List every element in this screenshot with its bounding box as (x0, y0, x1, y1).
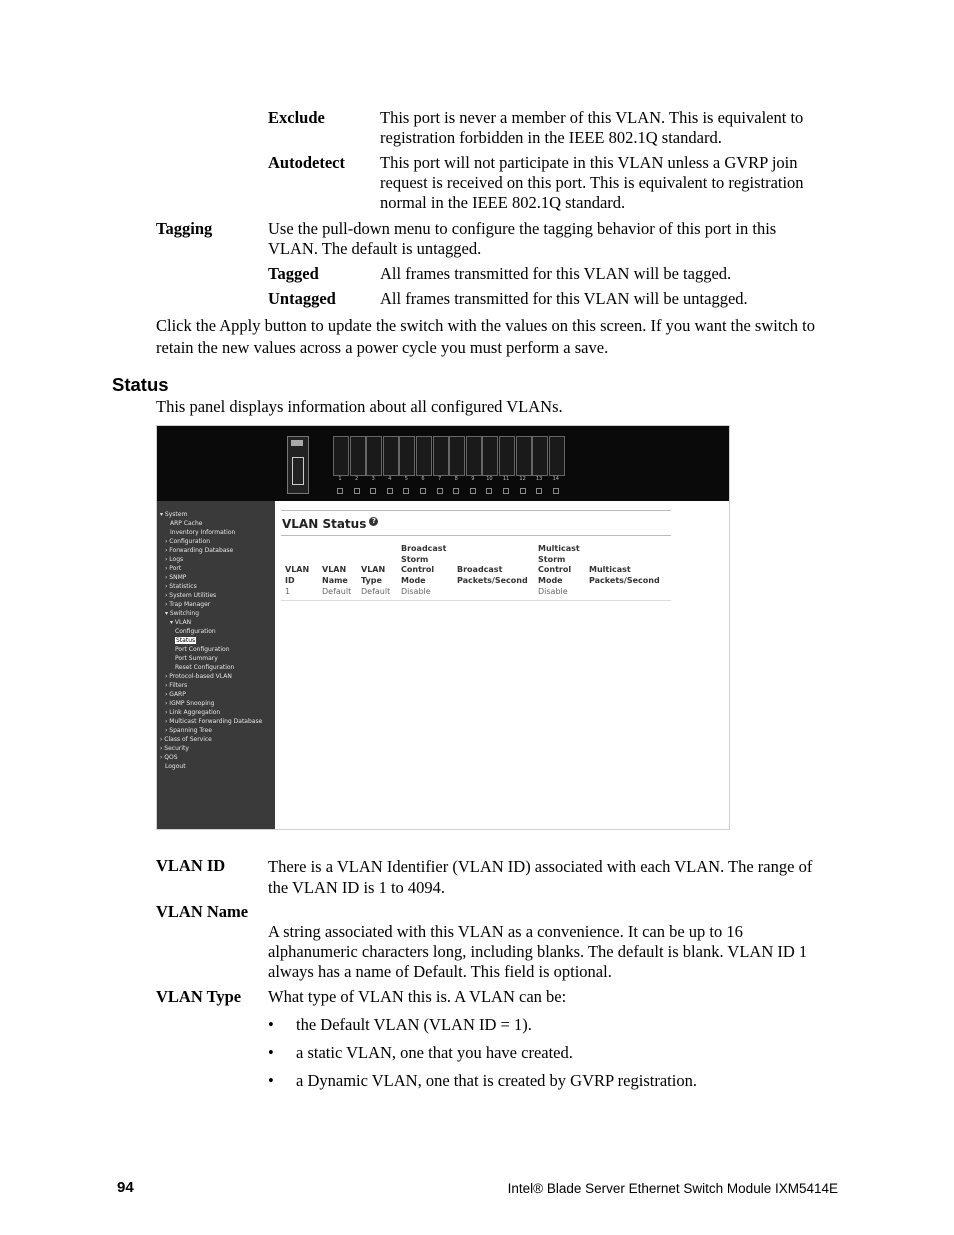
nav-item[interactable]: › Forwarding Database (165, 547, 234, 554)
column-header: VLAN Type (361, 565, 386, 585)
column-header: Multicast Packets/Second (589, 565, 660, 585)
column-header: VLAN ID (285, 565, 310, 585)
port-number: 13 (536, 476, 543, 482)
term-tagged: Tagged (268, 264, 319, 283)
nav-item[interactable]: Inventory Information (170, 529, 236, 536)
nav-item[interactable]: ▾ Switching (165, 610, 200, 617)
section-intro: This panel displays information about all configured VLANs. (156, 397, 563, 416)
nav-item[interactable]: › Class of Service (160, 736, 212, 743)
nav-item[interactable]: Port Configuration (175, 646, 230, 653)
apply-paragraph (156, 315, 815, 358)
tagging-desc (268, 219, 776, 259)
vlan-name-line-2: alphanumeric characters long, including blanks. The default is blank. VLAN ID 1 (268, 942, 808, 961)
nav-item[interactable]: ▾ VLAN (170, 619, 192, 626)
port-number: 9 (471, 476, 475, 482)
switch-port-icon (449, 436, 465, 476)
bullet-marker: • (268, 1071, 274, 1090)
term-untagged: Untagged (268, 289, 336, 308)
term-vlan-name: VLAN Name (156, 902, 249, 921)
apply-line-2: retain the new values across a power cycle you must perform a save. (156, 337, 609, 357)
switch-port-icon (433, 436, 449, 476)
port-led-icon (553, 488, 559, 494)
vlan-status-screenshot (156, 425, 730, 830)
nav-item[interactable]: Port Summary (175, 655, 218, 662)
port-number: 12 (519, 476, 526, 482)
bullet-item: the Default VLAN (VLAN ID = 1). (296, 1015, 532, 1034)
nav-item[interactable]: ▾ System (160, 511, 188, 518)
column-header: Multicast Storm Control Mode (538, 544, 580, 585)
switch-module-icon (287, 436, 309, 494)
port-led-icon (370, 488, 376, 494)
table-cell: Disable (401, 587, 431, 596)
bullet-marker: • (268, 1015, 274, 1034)
exclude-line-2: registration forbidden in the IEEE 802.1Q standard. (380, 128, 722, 147)
vlan-id-line-1: There is a VLAN Identifier (VLAN ID) associated with each VLAN. The range of (268, 857, 813, 876)
page-number: 94 (117, 1179, 134, 1196)
switch-port-icon (399, 436, 415, 476)
nav-item[interactable]: › Logs (165, 556, 184, 563)
bullet-item: a Dynamic VLAN, one that is created by GVRP registration. (296, 1071, 697, 1090)
panel-title (282, 517, 378, 531)
port-number: 11 (502, 476, 510, 482)
row-divider (281, 600, 671, 601)
tagged-desc: All frames transmitted for this VLAN will be tagged. (380, 264, 732, 283)
port-number: 3 (371, 476, 375, 482)
switch-port-icon (350, 436, 366, 476)
port-led-icon (337, 488, 343, 494)
port-led-icon (387, 488, 393, 494)
port-number: 7 (438, 476, 442, 482)
nav-item[interactable]: › Trap Manager (165, 601, 211, 608)
switch-faceplate-header (157, 426, 730, 501)
autodetect-desc (380, 153, 804, 213)
port-number: 8 (454, 476, 458, 482)
switch-port-icon (482, 436, 498, 476)
port-led-icon (420, 488, 426, 494)
tagging-line-2: VLAN. The default is untagged. (268, 239, 482, 258)
table-cell: Default (361, 587, 391, 596)
port-number: 14 (552, 476, 559, 482)
term-vlan-type: VLAN Type (156, 987, 242, 1006)
nav-item[interactable]: › Configuration (165, 538, 210, 545)
column-header: Broadcast Storm Control Mode (401, 544, 447, 585)
nav-item[interactable]: Logout (165, 763, 186, 770)
table-cell: Default (322, 587, 352, 596)
port-led-icon (403, 488, 409, 494)
vlan-status-panel (275, 501, 730, 830)
exclude-line-1: This port is never a member of this VLAN. This is equivalent to (380, 108, 804, 127)
nav-item[interactable]: ARP Cache (170, 520, 203, 527)
bullet-marker: • (268, 1043, 274, 1062)
column-header: VLAN Name (322, 565, 348, 585)
vlan-name-line-3: always has a name of Default. This field is optional. (268, 962, 612, 981)
port-led-icon (453, 488, 459, 494)
switch-port-icon (383, 436, 399, 476)
tagging-line-1: Use the pull-down menu to configure the tagging behavior of this port in this (268, 219, 777, 238)
port-led-icon (520, 488, 526, 494)
vlan-type-desc: What type of VLAN this is. A VLAN can be: (268, 987, 567, 1006)
port-number: 6 (421, 476, 425, 482)
autodetect-line-3: normal in the IEEE 802.1Q standard. (380, 193, 626, 212)
switch-port-icon (366, 436, 382, 476)
port-led-icon (536, 488, 542, 494)
nav-item[interactable]: › IGMP Snooping (165, 700, 215, 707)
term-exclude: Exclude (268, 108, 325, 127)
port-number: 5 (404, 476, 408, 482)
footer-title: Intel® Blade Server Ethernet Switch Module IXM5414E (507, 1181, 838, 1196)
nav-tree (157, 501, 275, 830)
nav-item[interactable]: › Security (160, 745, 189, 752)
exclude-desc (380, 108, 803, 148)
switch-port-icon (516, 436, 532, 476)
section-heading: Status (112, 374, 169, 395)
nav-item[interactable]: › Filters (165, 682, 188, 689)
nav-item[interactable]: Status (176, 637, 196, 644)
vlan-id-line-2: the VLAN ID is 1 to 4094. (268, 878, 446, 897)
nav-item[interactable]: Configuration (175, 628, 216, 635)
switch-port-icon (549, 436, 565, 476)
port-number: 10 (486, 476, 493, 482)
nav-item[interactable]: › Spanning Tree (165, 727, 212, 734)
port-led-icon (503, 488, 509, 494)
untagged-desc: All frames transmitted for this VLAN will be untagged. (380, 289, 748, 308)
table-cell: Disable (538, 587, 568, 596)
panel-title-text: VLAN Status (282, 517, 367, 531)
bullet-item: a static VLAN, one that you have created. (296, 1043, 573, 1062)
port-led-icon (354, 488, 360, 494)
switch-port-icon (333, 436, 349, 476)
term-vlan-id: VLAN ID (156, 856, 226, 875)
nav-item[interactable]: › SNMP (165, 574, 187, 581)
switch-port-icon (532, 436, 548, 476)
switch-port-icon (416, 436, 432, 476)
vlan-name-line-1: A string associated with this VLAN as a convenience. It can be up to 16 (268, 922, 743, 941)
nav-item[interactable]: Reset Configuration (175, 664, 235, 671)
column-header: Broadcast Packets/Second (457, 565, 528, 585)
vlan-id-desc (268, 856, 812, 898)
vlan-name-desc (268, 922, 807, 982)
port-number: 4 (388, 476, 392, 482)
term-tagging: Tagging (156, 219, 213, 238)
term-autodetect: Autodetect (268, 153, 345, 172)
nav-item[interactable]: › GARP (165, 691, 186, 698)
port-led-icon (437, 488, 443, 494)
switch-port-icon (466, 436, 482, 476)
port-led-icon (470, 488, 476, 494)
help-icon[interactable]: ? (369, 517, 378, 526)
port-number: 1 (338, 476, 342, 482)
apply-line-1: Click the Apply button to update the switch with the values on this screen. If you want the switch to (156, 316, 815, 335)
nav-item[interactable]: › System Utilities (165, 592, 217, 599)
switch-port-icon (499, 436, 515, 476)
nav-item[interactable]: › Port (165, 565, 182, 572)
autodetect-line-2: request is received on this port. This is equivalent to registration (380, 173, 804, 192)
port-number: 2 (355, 476, 359, 482)
nav-item[interactable]: › Multicast Forwarding Database (165, 718, 263, 725)
nav-item[interactable]: › Protocol-based VLAN (165, 673, 232, 680)
port-led-icon (486, 488, 492, 494)
table-cell: 1 (285, 587, 291, 596)
nav-item[interactable]: › Statistics (165, 583, 197, 590)
autodetect-line-1: This port will not participate in this VLAN unless a GVRP join (380, 153, 798, 172)
nav-item[interactable]: › Link Aggregation (165, 709, 221, 716)
nav-item[interactable]: › QOS (160, 754, 178, 761)
